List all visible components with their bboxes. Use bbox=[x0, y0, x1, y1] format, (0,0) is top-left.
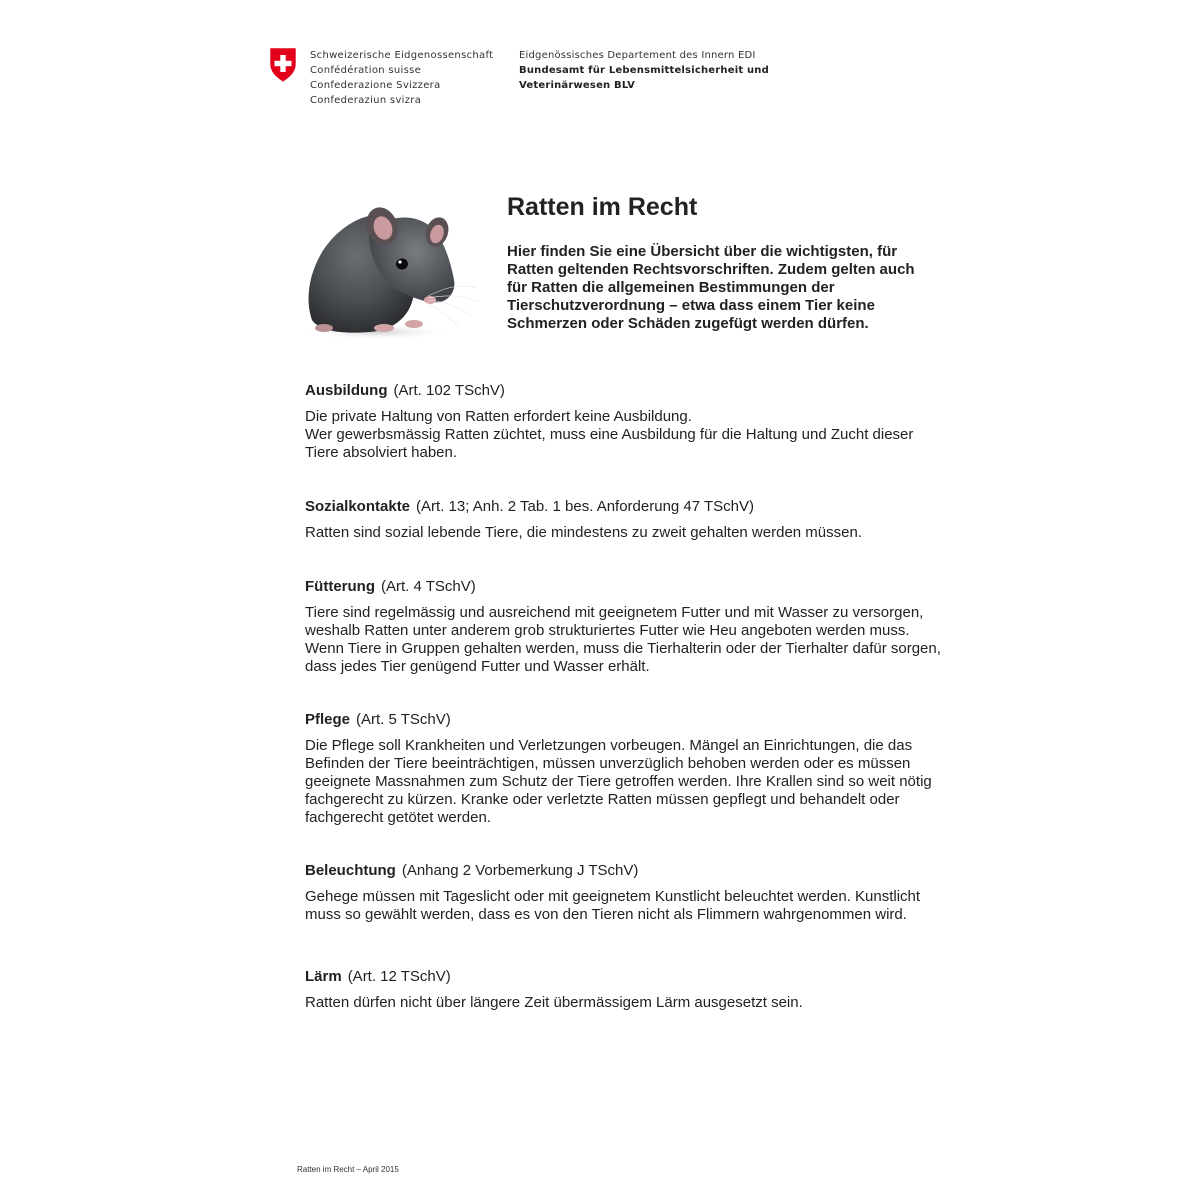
swiss-coat-of-arms-icon bbox=[268, 47, 298, 83]
section-body bbox=[305, 524, 945, 542]
section-heading bbox=[305, 382, 945, 400]
section-legal-reference: (Art. 102 TSchV) bbox=[393, 382, 505, 399]
section-laerm bbox=[305, 968, 945, 1012]
section-name: Pflege bbox=[305, 711, 351, 728]
section-sozialkontakte bbox=[305, 498, 945, 542]
intro-text: Hier finden Sie eine Übersicht über die wichtigsten, für Ratten geltenden Rechtsvorschriften. Zudem gelten auch für Ratten die allgemeinen Bestimmungen der Tierschutzverordnung – etwa dass einem Tier keine Schmerzen oder Schäden zugefügt werden dürfen. bbox=[507, 243, 915, 332]
section-ausbildung bbox=[305, 382, 945, 462]
page-header bbox=[268, 47, 828, 117]
page-footer: Ratten im Recht – April 2015 bbox=[297, 1165, 399, 1174]
department-block bbox=[519, 48, 769, 93]
section-name: Ausbildung bbox=[305, 382, 388, 399]
office-name-line1: Bundesamt für Lebensmittelsicherheit und bbox=[519, 65, 769, 76]
section-legal-reference: (Art. 4 TSchV) bbox=[380, 578, 476, 595]
section-paragraph: Tiere sind regelmässig und ausreichend mit geeignetem Futter und mit Wasser zu versorgen, weshalb Ratten unter anderem grob strukturiertes Futter wie Heu angeboten werden muss. Wenn Tiere in Gruppen gehalten werden, muss die Tierhalterin oder der Tierhalter dafür sorgen, dass jedes Tier genügend Futter und Wasser erhält. bbox=[305, 604, 941, 675]
section-paragraph: Die Pflege soll Krankheiten und Verletzungen vorbeugen. Mängel an Einrichtungen, die das Befinden der Tiere beeinträchtigen, müssen unverzüglich behoben werden oder es müssen geeignete Massnahmen zum Schutz der Tiere getroffen werden. Ihre Krallen sind so weit nötig fachgerecht zu kürzen. Kranke oder verletzte Ratten müssen gepflegt und behandelt oder fachgerecht getötet werden. bbox=[305, 737, 932, 826]
section-legal-reference: (Art. 13; Anh. 2 Tab. 1 bes. Anforderung 47 TSchV) bbox=[416, 498, 755, 515]
section-body bbox=[305, 408, 945, 462]
office-name-line2: Veterinärwesen BLV bbox=[519, 80, 636, 91]
confederation-name-it: Confederazione Svizzera bbox=[310, 80, 441, 91]
section-name: Beleuchtung bbox=[305, 862, 396, 879]
section-paragraph: Ratten dürfen nicht über längere Zeit übermässigem Lärm ausgesetzt sein. bbox=[305, 994, 803, 1011]
section-name: Sozialkontakte bbox=[305, 498, 411, 515]
section-body bbox=[305, 737, 945, 827]
section-paragraph: Die private Haltung von Ratten erfordert keine Ausbildung. bbox=[305, 408, 692, 425]
section-legal-reference: (Anhang 2 Vorbemerkung J TSchV) bbox=[401, 862, 639, 879]
confederation-name-rm: Confederaziun svizra bbox=[310, 95, 422, 106]
section-paragraph: Gehege müssen mit Tageslicht oder mit geeignetem Kunstlicht beleuchtet werden. Kunstlicht muss so gewählt werden, dass es von den Tieren nicht als Flimmern wahrgenommen wird. bbox=[305, 888, 921, 923]
section-beleuchtung bbox=[305, 862, 945, 924]
section-name: Fütterung bbox=[305, 578, 375, 595]
section-body bbox=[305, 994, 945, 1012]
section-heading bbox=[305, 711, 945, 729]
section-body bbox=[305, 888, 945, 924]
section-name: Lärm bbox=[305, 968, 342, 985]
section-legal-reference: (Art. 5 TSchV) bbox=[356, 711, 451, 728]
section-paragraph: Wer gewerbsmässig Ratten züchtet, muss eine Ausbildung für die Haltung und Zucht dieser Tiere absolviert haben. bbox=[305, 426, 914, 461]
confederation-name-fr: Confédération suisse bbox=[310, 65, 422, 76]
confederation-name-de: Schweizerische Eidgenossenschaft bbox=[310, 50, 494, 61]
section-heading bbox=[305, 578, 945, 596]
rat-photo bbox=[300, 192, 480, 342]
department-name: Eidgenössisches Departement des Innern EDI bbox=[519, 50, 756, 61]
section-paragraph: Ratten sind sozial lebende Tiere, die mindestens zu zweit gehalten werden müssen. bbox=[305, 524, 862, 541]
confederation-names bbox=[310, 48, 493, 108]
page-title: Ratten im Recht bbox=[507, 193, 698, 221]
section-fuetterung bbox=[305, 578, 945, 676]
section-body bbox=[305, 604, 945, 676]
section-heading bbox=[305, 968, 945, 986]
section-pflege bbox=[305, 711, 945, 827]
section-heading bbox=[305, 862, 945, 880]
section-legal-reference: (Art. 12 TSchV) bbox=[347, 968, 451, 985]
section-heading bbox=[305, 498, 945, 516]
